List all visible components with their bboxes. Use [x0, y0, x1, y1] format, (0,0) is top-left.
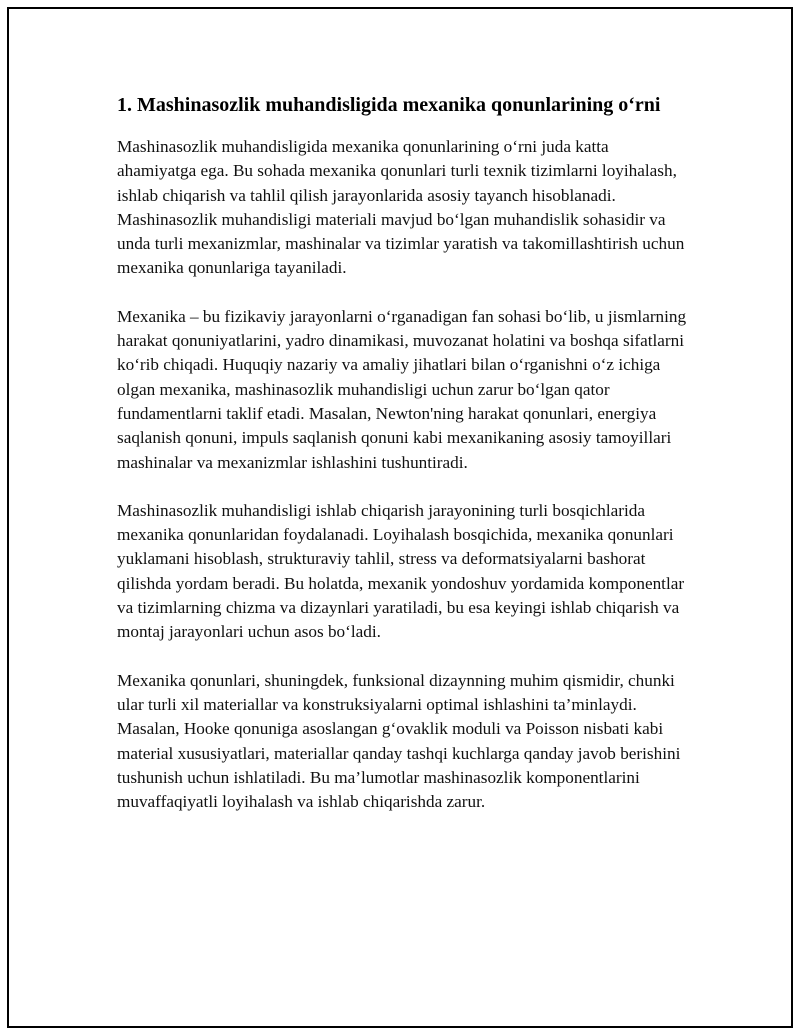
paragraph-3: Mashinasozlik muhandisligi ishlab chiqarish jarayonining turli bosqichlarida mexanika qonunlaridan foydalanadi. Loyihalash bosqichida, mexanika qonunlari yuklamani hisoblash, strukturaviy tahlil, stress va deformatsiyalarni bashorat qilishda yordam beradi. Bu holatda, mexanik yondoshuv yordamida komponentlar va tizimlarning chizma va dizaynlari yaratiladi, bu esa keyingi ishlab chiqarish va montaj jarayonlari uchun asos bo‘ladi.: [117, 500, 685, 642]
paragraph-4: Mexanika qonunlari, shuningdek, funksional dizaynning muhim qismidir, chunki ular turli xil materiallar va konstruksiyalarni optimal ishlashini ta’minlaydi. Masalan, Hooke qonuniga asoslangan g‘ovaklik moduli va Poisson nisbati kabi material xususiyatlari, materiallar qanday tashqi kuchlarga qanday javob berishini tushunish uchun ishlatiladi. Bu ma’lumotlar mashinasozlik komponentlarini muvaffaqiyatli loyihalash va ishlab chiqarishda zarur.: [117, 670, 681, 812]
paragraph-1: Mashinasozlik muhandisligida mexanika qonunlarining o‘rni juda katta ahamiyatga ega. Bu sohada mexanika qonunlari turli texnik tizimlarni loyihalash, ishlab chiqarish va tahlil qilish jarayonlarida asosiy tayanch hisoblanadi. Mashinasozlik muhandisligi materiali mavjud bo‘lgan muhandislik sohasidir va unda turli mexanizmlar, mashinalar va tizimlar yaratish va takomillashtirish uchun mexanika qonunlariga tayaniladi.: [117, 137, 685, 278]
paragraph-2: Mexanika – bu fizikaviy jarayonlarni o‘rganadigan fan sohasi bo‘lib, u jismlarning harakat qonuniyatlarini, yadro dinamikasi, muvozanat holatini va boshqa sifatlarni ko‘rib chiqadi. Huquqiy nazariy va amaliy jihatlari bilan o‘rganishni o‘z ichiga olgan mexanika, mashinasozlik muhandisligi uchun zarur bo‘lgan qator fundamentlarni taklif etadi. Masalan, Newton'ning harakat qonunlari, energiya saqlanish qonuni, impuls saqlanish qonuni kabi mexanikaning asosiy tamoyillari mashinalar va mexanizmlar ishlashini tushuntiradi.: [117, 306, 687, 472]
section-heading: 1. Mashinasozlik muhandisligida mexanika qonunlarining o‘rni: [117, 94, 661, 116]
document-body: [117, 92, 692, 838]
